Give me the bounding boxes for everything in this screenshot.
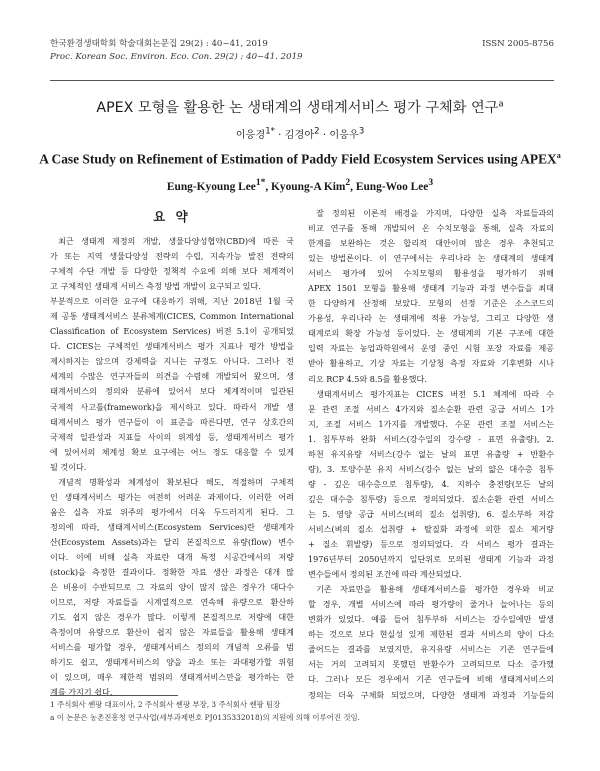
text-line: (stock)을 측정한 결과이다. 정확한 자료 생산 과정은 대개 많: [50, 567, 294, 578]
text-line: 에 있어서의 체계성 확보 요구에는 어느 정도 대응할 수 있게: [50, 446, 294, 457]
text-line: 하기도 쉽고, 생태계서비스의 양을 과소 또는 과대평가할 위험: [50, 657, 294, 668]
abstract-right-column: [308, 206, 554, 703]
text-line: 잘 정의된 이론적 배경을 가지며, 다양한 실측 자료들과의: [316, 208, 554, 218]
text-line: 비교 연구를 통해 개발되어 온 수치모형을 통해, 실측 자료의: [308, 223, 554, 234]
text-line: 한 다양하게 산정해 보았다. 모형의 선정 기준은 소스코드의: [308, 298, 554, 309]
text-line: 제시하지는 않으며 강제력을 지니는 규정도 아니다. 그러나 전: [50, 356, 294, 367]
text-line: 서비스를 평가할 경우, 생태계서비스 정의의 개념적 오류를 범: [50, 642, 294, 653]
text-line: 움은 실측 자료 위주의 평가에서 더욱 두드러지게 된다. 그: [50, 506, 294, 517]
text-line: 기도 쉽지 않은 경우가 많다. 이렇게 본질적으로 저량에 대한: [50, 612, 294, 623]
journal-citation-ko: 한국환경생태학회 학술대회논문집 29(2) : 40~41, 2019: [50, 39, 268, 49]
text-line: 다. CICES는 구체적인 생태계서비스 평가 지표나 평가 방법을: [50, 341, 294, 352]
text-line: APEX 1501 모형을 활용해 생태계 기능과 과정 변수들을 최대: [308, 283, 554, 294]
author-en-3-sup: 3: [428, 178, 434, 188]
footnote-rule: [50, 695, 178, 696]
footnote-affiliations: 1 주식회사 쎈팡 대표이사, 2 주식회사 쎈팡 부장, 3 주식회사 쎈팡 팀장: [50, 700, 281, 709]
text-line: 태계서비스 평가 연구들이 이 표준을 따른다면, 연구 상호간의: [50, 416, 294, 427]
text-line: 문 관련 조절 서비스 4가지와 질소순환 관련 공급 서비스 1가: [308, 403, 554, 414]
text-line: 다. 그러나 모든 경우에서 기존 연구들에 비해 생태계서비스의: [308, 674, 554, 685]
text-line: 기존 자료만을 활용해 생태계서비스를 평가한 경우와 비교: [316, 584, 554, 595]
abstract-heading: 요 약: [153, 209, 191, 224]
author-en-1-sup: 1*: [255, 178, 266, 188]
text-line: 한계를 보완하는 것은 합리적 대안이며 많은 경우 추천되고: [308, 238, 554, 249]
title-english-sup: a: [556, 151, 561, 160]
abstract-left-column: [50, 234, 294, 700]
author-en-2-sup: 2: [345, 178, 351, 188]
text-line: 1976년부터 2050년까지 일단위로 모의된 생태계 기능과 과정: [308, 554, 554, 565]
author-en-3: Eung-Woo Lee: [355, 180, 429, 193]
author-ko-2-sup: 2: [314, 126, 320, 137]
text-line: 이므로, 저량 자료들을 시계열적으로 연속해 유량으로 환산하: [50, 597, 294, 608]
text-line: 받아 활용하고, 기상 자료는 기상청 측정 자료와 기후변화 시나: [308, 358, 554, 369]
text-line: 변화가 있었다. 예를 들어 침투부하 서비스는 강수일에만 발생: [308, 614, 554, 625]
text-line: 량 - 깊은 대수층으로 침투량), 4. 지하수 충전량(모든 날의: [308, 478, 554, 489]
text-line: 리오 RCP 4.5와 8.5를 활용했다.: [308, 373, 427, 384]
text-line: 구체적 수단 개발 등 다양한 정책적 수요에 의해 보다 체계적이: [50, 266, 294, 277]
text-line: 최근 생태계 제정의 개발, 생물다양성협약(CBD)에 따른 국: [58, 236, 294, 246]
author-ko-1-sup: 1*: [265, 126, 275, 137]
author-en-2: Kyoung-A Kim: [271, 180, 346, 193]
author-en-1: Eung-Kyoung Lee: [166, 180, 256, 193]
text-line: 하는 것으로 보다 현실성 있게 제한된 결과 서비스의 양이 다소: [308, 629, 554, 640]
text-line: 생태계서비스 평가지표는 CICES 버전 5.1 체계에 따라 수: [316, 388, 554, 399]
author-ko-3-sup: 3: [358, 126, 365, 137]
title-english: [0, 151, 600, 167]
text-line: 지, 조절 서비스 1가지를 개발했다. 수문 관련 조절 서비스는: [308, 418, 554, 429]
footnote-funding: a 이 논문은 농촌진흥청 연구사업(세부과제번호 PJ0135332018)의 지원에 의해 이루어진 것임.: [50, 712, 360, 722]
text-line: 변수들에서 정의된 조건에 따라 계산되었다.: [308, 569, 462, 580]
author-ko-3: 이응우: [329, 130, 359, 141]
text-line: 은 비용이 수반되므로 그 자료의 양이 많지 않은 경우가 대다수: [50, 582, 294, 593]
text-line: 서비스(벼의 질소 섭취량 + 탈질화 과정에 의한 질소 제거량: [308, 523, 554, 534]
text-line: 량), 3. 토양수분 유지 서비스(강수 없는 날의 얇은 대수층 침투: [308, 463, 554, 474]
journal-citation-en: Proc. Korean Soc. Environ. Eco. Con. 29(2) : 40~41. 2019: [50, 52, 303, 62]
header-rule: [50, 80, 554, 81]
author-en-sep-1: ,: [265, 180, 272, 193]
text-line: 할 경우, 개별 서비스에 따라 평가량이 줄거나 늘어나는 등의: [308, 599, 554, 610]
text-line: 1. 침투부하 완화 서비스(강수일의 강수량 - 표면 유출량), 2.: [308, 433, 554, 444]
text-line: 서비스 평가에 있어 수치모형의 활용성을 평가하기 위해: [308, 268, 554, 279]
author-en-sep-2: ,: [350, 180, 356, 193]
text-line: 가 또는 지역 생물다양성 전략의 수립, 지속가능 발전 전략의: [50, 251, 294, 262]
text-line: 될 것이다.: [50, 461, 87, 472]
issn: ISSN 2005-8756: [482, 39, 554, 49]
text-line: 깊은 대수층 침투량) 등으로 정의되었다. 질소순환 관련 서비스: [308, 493, 554, 504]
text-line: 제 공통 생태계서비스 분류체계(CICES, Common International: [50, 311, 294, 322]
text-line: 세계의 수많은 연구자들의 의견을 수렴해 개발되어 왔으며, 생: [50, 371, 294, 382]
authors-korean: [0, 126, 600, 141]
text-line: 태계서비스의 정의와 분류에 있어서 보다 체계적이며 일관된: [50, 386, 294, 397]
text-line: 이 있으며, 매우 제한적 범위의 생태계서비스만을 평가하는 한: [50, 672, 294, 683]
title-korean: [0, 97, 600, 117]
text-line: 있는 방법론이다. 이 연구에서는 우리나라 논 생태계의 생태계: [308, 253, 554, 264]
author-ko-1: 이응경: [235, 130, 266, 141]
text-line: 국제적 일관성과 지표들 사이의 위계성 등, 생태계서비스 평가: [50, 431, 294, 442]
text-line: 이다. 이에 비해 실측 자료란 대개 특정 시공간에서의 저량: [50, 551, 294, 562]
text-line: 태계로의 확장 가능성 등이었다. 논 생태계의 기본 구조에 대한: [308, 328, 554, 339]
text-line: 서는 거의 고려되지 못했던 반환수가 고려되므로 다소 증가했: [308, 659, 554, 670]
author-ko-sep-2: ·: [319, 130, 330, 141]
text-line: 개념적 명확성과 체계성이 확보된다 해도, 적절하며 구체적: [58, 476, 294, 487]
text-line: + 질소 휘발량) 등으로 정의되었다. 각 서비스 평가 결과는: [308, 539, 554, 550]
footnotes: [50, 699, 554, 724]
text-line: 인 생태계서비스 평가는 여전히 어려운 과제이다. 이러한 어려: [50, 491, 294, 502]
authors-english: [0, 178, 600, 193]
text-line: 가용성, 우리나라 논 생태계에 적용 가능성, 그리고 다양한 생: [308, 313, 554, 324]
text-line: 부분적으로 이러한 요구에 대응하기 위해, 지난 2018년 1월 국: [50, 296, 294, 307]
text-line: 입력 자료는 농업과학원에서 운영 중인 시험 포장 자료를 제공: [308, 343, 554, 354]
title-korean-text: APEX 모형을 활용한 논 생태계의 생태계서비스 평가 구체화 연구: [96, 100, 499, 116]
text-line: 측정이며 유량으로 환산이 쉽지 않은 자료들을 활용해 생태계: [50, 627, 294, 638]
author-ko-sep-1: ·: [274, 130, 285, 141]
title-english-text: A Case Study on Refinement of Estimation of Paddy Field Ecosystem Services using APEX: [39, 151, 557, 167]
journal-header: [50, 38, 554, 64]
title-korean-sup: a: [498, 99, 504, 110]
text-line: 고 구체적인 생태계 서비스 측정 방법 개발이 요구되고 있다.: [50, 281, 261, 292]
text-line: 산(Ecosystem Assets)과는 달리 본질적으로 유량(flow) 변수: [50, 536, 294, 547]
text-line: 하천 유지유량 서비스(강수 없는 날의 표면 유출량 + 반환수: [308, 448, 554, 459]
text-line: 줄어드는 결과를 보였지만, 유지유량 서비스는 기존 연구들에: [308, 644, 554, 655]
text-line: 는 5. 영양 공급 서비스(벼의 질소 섭취량), 6. 질소부하 저감: [308, 508, 554, 519]
text-line: 정의는 더욱 구체화 되었으며, 다양한 생태계 과정과 기능들의: [308, 689, 554, 700]
text-line: Classification of Ecosystem Services) 버전 5.1이 공개되었: [50, 326, 294, 337]
author-ko-2: 김경아: [284, 130, 315, 141]
text-line: 정의에 따라, 생태계서비스(Ecosystem Services)란 생태계자: [50, 521, 294, 532]
text-line: 계를 가지기 쉽다.: [50, 687, 113, 698]
text-line: 국제적 사고틀(framework)을 제시하고 있다. 따라서 개발 생: [50, 401, 294, 412]
